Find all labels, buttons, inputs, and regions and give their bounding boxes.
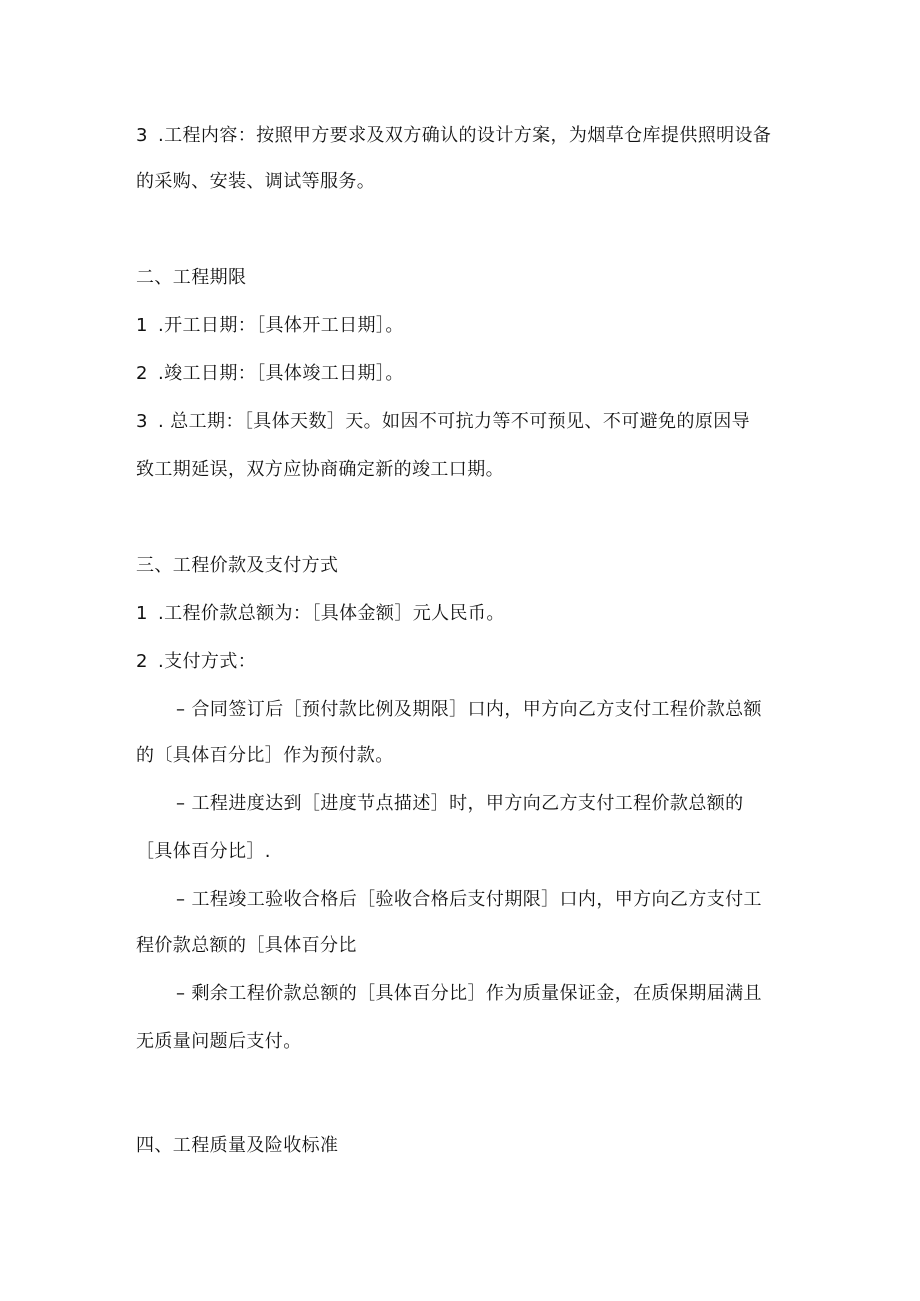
clause-1-3-line-1 [136, 124, 771, 148]
clause-text: .竣工日期：［具体竣工日期］。 [158, 363, 404, 384]
clause-text: .开工日期：［具体开工日期］。 [158, 315, 404, 336]
clause-number: 3 [136, 125, 148, 146]
payment-item-1-line-1: – 合同签订后［预付款比例及期限］口内，甲方向乙方支付工程价款总额 [176, 699, 762, 720]
clause-3-2 [136, 650, 256, 674]
clause-2-2 [136, 362, 404, 386]
payment-item-1-line-2: 的〔具体百分比］作为预付款。 [136, 745, 394, 766]
clause-3-1 [136, 602, 505, 626]
payment-item-2-line-2: ［具体百分比］. [136, 841, 271, 862]
clause-1-3-line-2: 的采购、安装、调试等服务。 [136, 171, 376, 192]
section-heading-2: 二、工程期限 [136, 267, 247, 288]
clause-text: .支付方式： [158, 651, 257, 672]
clause-number: 3 [136, 411, 148, 432]
payment-item-2-line-1: – 工程进度达到［进度节点描述］时，甲方向乙方支付工程价款总额的 [176, 793, 744, 814]
payment-item-4-line-1: – 剩余工程价款总额的［具体百分比］作为质量保证金，在质保期届满且 [176, 983, 762, 1004]
clause-number: 1 [136, 315, 148, 336]
payment-item-3-line-2: 程价款总额的［具体百分比 [136, 935, 357, 956]
clause-2-3-line-2: 致工期延误，双方应协商确定新的竣工口期。 [136, 459, 504, 480]
clause-text: . 总工期：［具体天数］天。如因不可抗力等不可预见、不可避免的原因导 [158, 411, 751, 432]
clause-number: 2 [136, 363, 148, 384]
section-heading-3: 三、工程价款及支付方式 [136, 555, 339, 576]
clause-text: .工程内容：按照甲方要求及双方确认的设计方案，为烟草仓库提供照明设备 [158, 125, 772, 146]
clause-text: .工程价款总额为：［具体金额］元人民币。 [158, 603, 505, 624]
payment-item-3-line-1: – 工程竣工验收合格后［验收合格后支付期限］口内，甲方向乙方支付工 [176, 889, 762, 910]
section-heading-4: 四、工程质量及险收标准 [136, 1135, 339, 1156]
payment-item-4-line-2: 无质量问题后支付。 [136, 1031, 302, 1052]
clause-number: 2 [136, 651, 148, 672]
clause-2-3-line-1 [136, 410, 750, 434]
clause-number: 1 [136, 603, 148, 624]
clause-2-1 [136, 314, 404, 338]
